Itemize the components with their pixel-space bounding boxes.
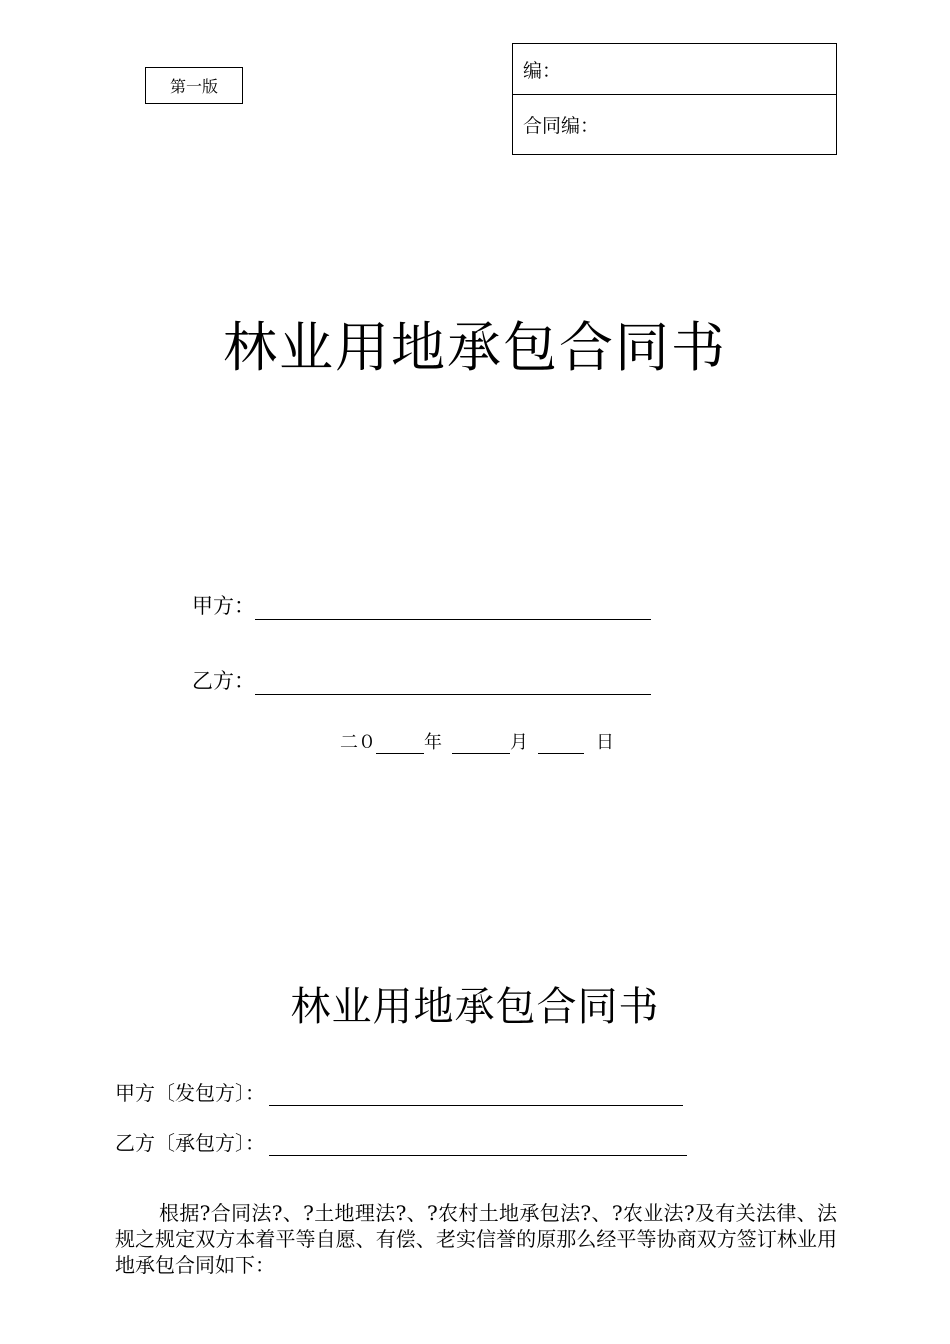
contract-party-b-blank	[269, 1131, 687, 1156]
cover-party-b-label: 乙方：	[192, 669, 255, 693]
date-prefix: 二０	[340, 732, 376, 753]
cover-party-b-line	[192, 665, 651, 695]
contract-preamble: 根据?合同法?、?土地理法?、?农村土地承包法?、?农业法?及有关法律、法规之规定双方本着平等自愿、有偿、老实信誉的原那么经平等协商双方签订林业用地承包合同如下：	[115, 1201, 837, 1277]
contract-party-a-blank	[269, 1081, 683, 1106]
cover-party-b-blank	[255, 670, 651, 695]
date-day-label: 日	[596, 732, 614, 753]
year-blank	[376, 735, 424, 754]
month-blank	[452, 735, 510, 754]
number-field: 编：	[513, 44, 836, 95]
cover-title: 林业用地承包合同书	[223, 316, 727, 379]
cover-party-a-label: 甲方：	[192, 594, 255, 618]
cover-party-a-blank	[255, 595, 651, 620]
contract-title: 林业用地承包合同书	[290, 984, 660, 1030]
contract-party-b-line	[115, 1127, 687, 1156]
contract-party-b-label: 乙方〔承包方〕：	[115, 1131, 265, 1155]
cover-date-line	[340, 728, 614, 754]
contract-number-field: 合同编：	[523, 115, 600, 137]
edition-label: 第一版	[145, 67, 243, 104]
date-year-label: 年	[424, 732, 442, 753]
date-month-label: 月	[510, 732, 528, 753]
contract-party-a-label: 甲方〔发包方〕：	[115, 1081, 265, 1105]
contract-party-a-line	[115, 1077, 683, 1106]
contract-number-box	[512, 43, 837, 155]
day-blank	[538, 735, 584, 754]
cover-party-a-line	[192, 590, 651, 620]
